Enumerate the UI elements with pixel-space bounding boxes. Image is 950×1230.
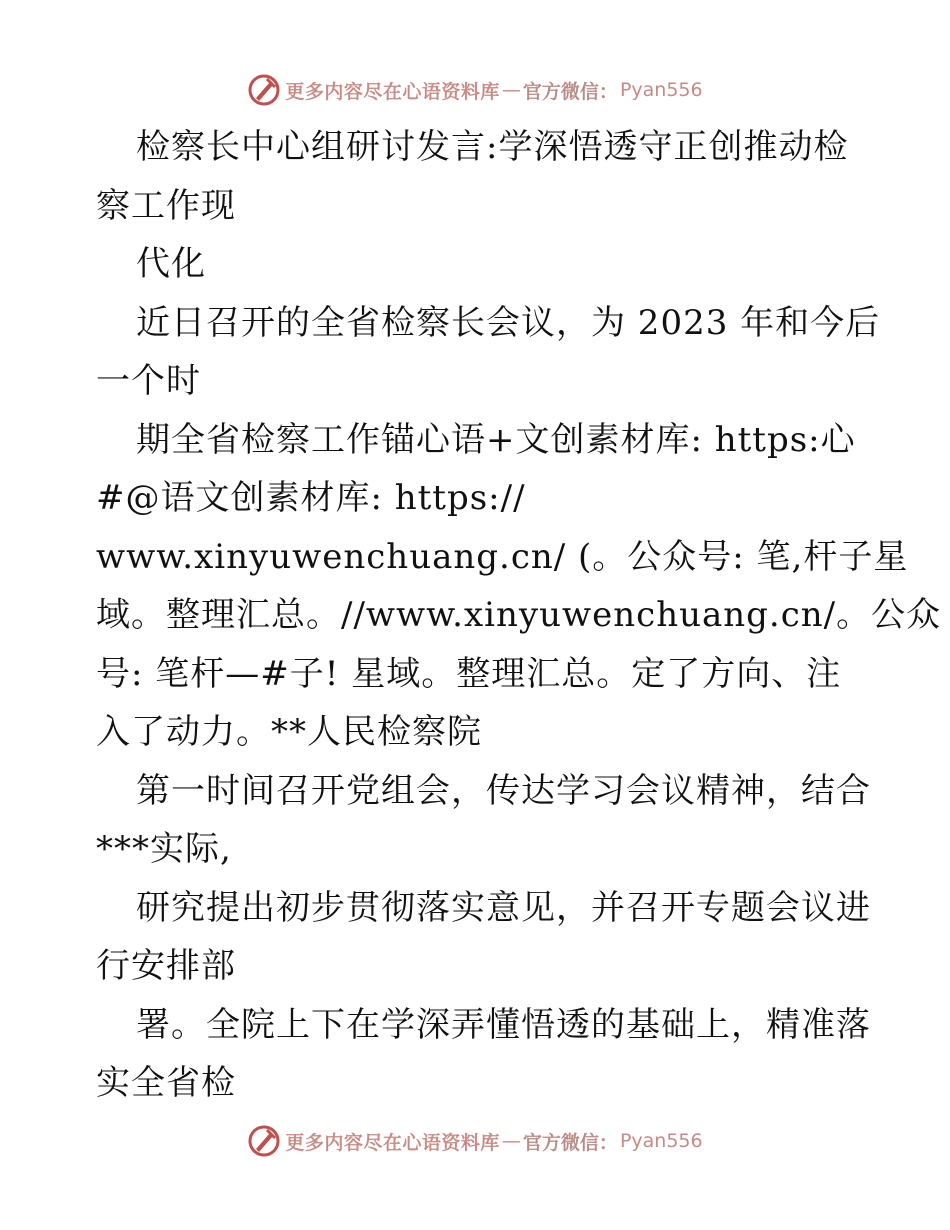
text-line: ***实际, [96,829,232,869]
watermark-header [0,70,950,110]
text-line: 实全省检 [96,1063,236,1103]
watermark-wechat-label: 官方微信： [522,1131,618,1154]
text-line: 期全省检察工作锚心语+文创素材库: https:心 [136,419,856,460]
watermark-text: 更多内容尽在心语资料库 [285,1131,500,1154]
pen-logo-icon [247,73,281,107]
watermark-account: Pyan556 [619,79,703,101]
text-line: 一个时 [96,361,201,401]
text-line: www.xinyuwenchuang.cn/ (。公众号: 笔,杆子星 [96,536,909,577]
text-line: 第一时间召开党组会，传达学习会议精神，结合 [136,770,871,811]
watermark-footer [0,1121,950,1161]
watermark-dash: — [501,1130,521,1152]
watermark-text: 更多内容尽在心语资料库 [285,80,500,103]
text-line: 入了动力。**人民检察院 [96,712,482,752]
text-line: 行安排部 [96,946,236,986]
pen-logo-icon [247,1124,281,1158]
text-line: 研究提出初步贯彻落实意见，并召开专题会议进 [136,887,871,928]
text-line: 近日召开的全省检察长会议，为 2023 年和今后 [136,302,881,343]
text-line: 代化 [136,244,206,284]
title-line-2: 察工作现 [96,185,236,226]
watermark-dash: — [501,79,521,101]
text-line: 域。整理汇总。//www.xinyuwenchuang.cn/。公众 [96,595,942,635]
document-body [96,118,942,1113]
text-line: #@语文创素材库: https:// [96,478,526,518]
title-line-1: 检察长中心组研讨发言:学深悟透守正创推动检 [136,127,849,167]
text-line: 号: 笔杆—#子! 星域。整理汇总。定了方向、注 [96,653,842,694]
text-line: 署。全院上下在学深弄懂悟透的基础上，精准落 [136,1004,871,1045]
watermark-wechat-label: 官方微信： [522,80,618,103]
watermark-account: Pyan556 [619,1130,703,1152]
